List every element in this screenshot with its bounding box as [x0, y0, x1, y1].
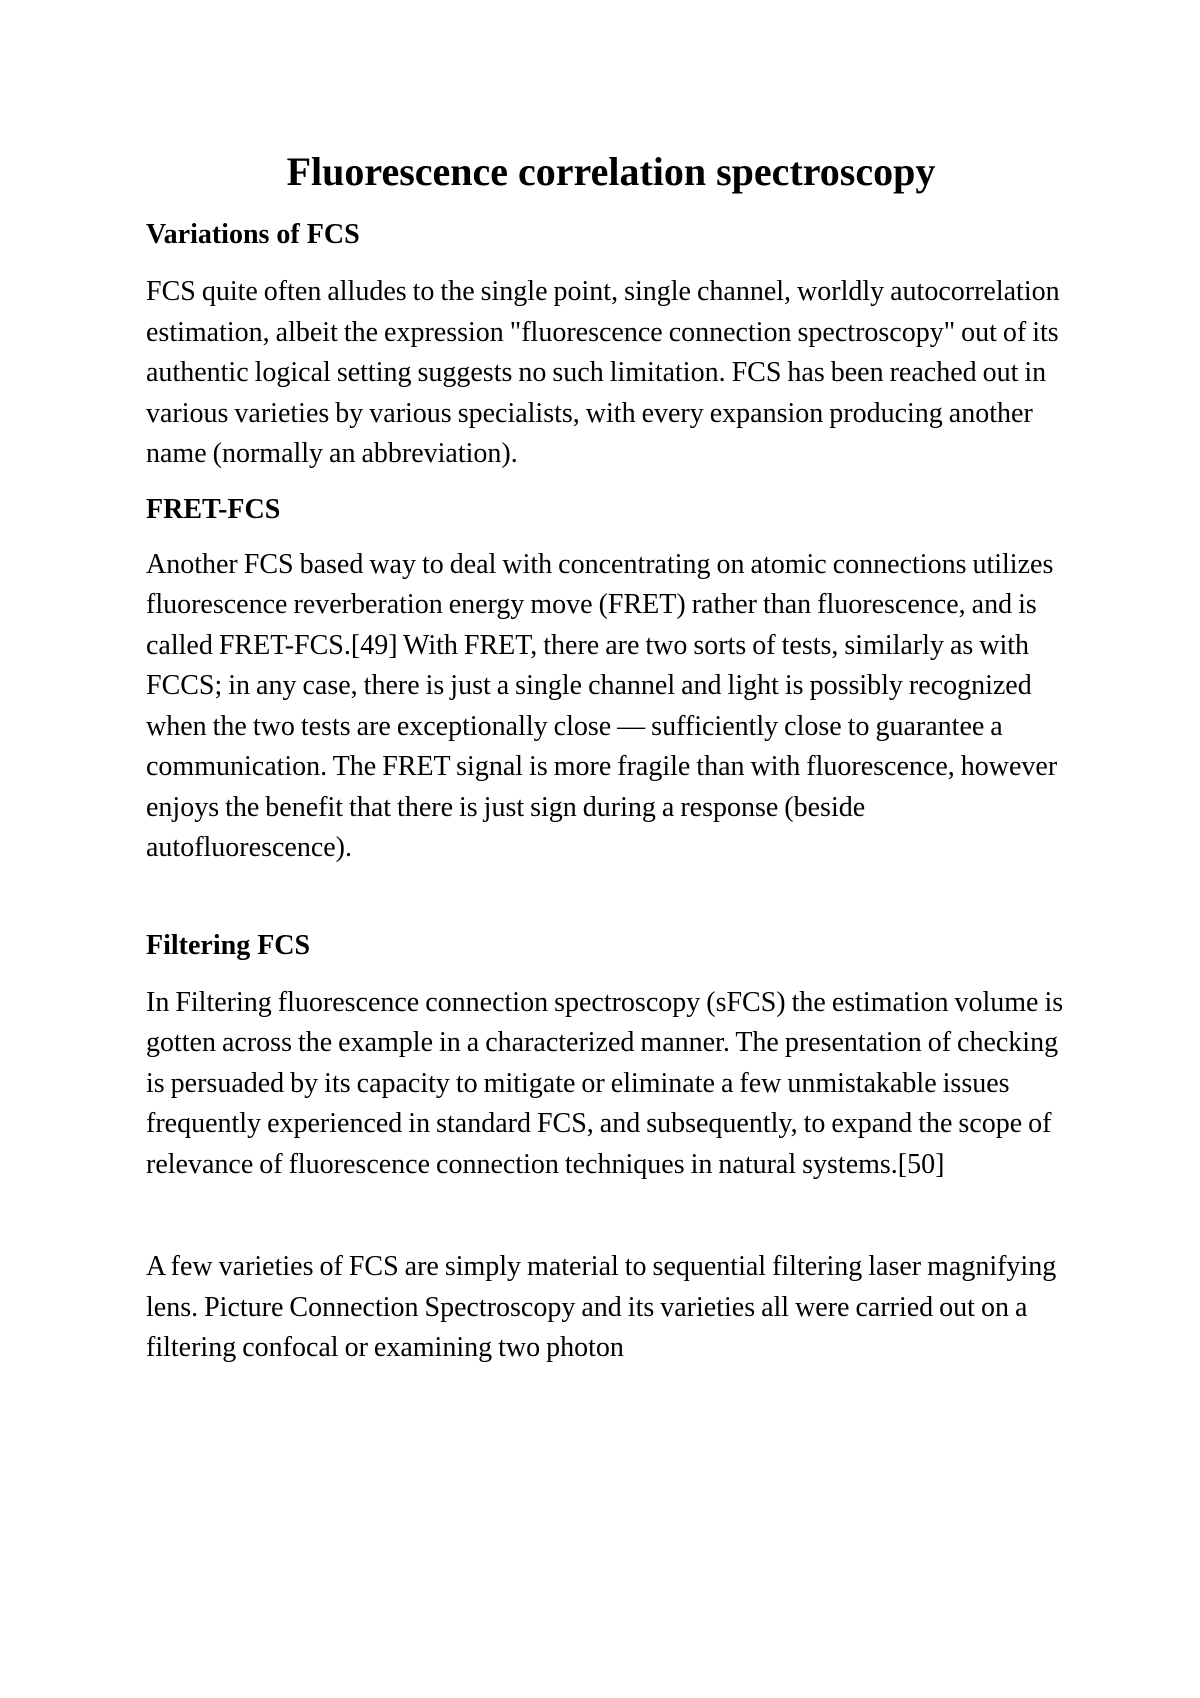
section-paragraph-fret-fcs: Another FCS based way to deal with concentrating on atomic connections utilizes fluorescence reverberation energy move (FRET) rather than fluorescence, and is called FRET-FCS.[49] With FRET, there are two sorts of tests, similarly as with FCCS; in any case, there is just a single channel and light is possibly recognized when the two tests are exceptionally close — sufficiently close to guarantee a communication. The FRET signal is more fragile than with fluorescence, however enjoys the benefit that there is just sign during a response (beside autofluorescence). — [146, 548, 1058, 863]
section-paragraph-variations: FCS quite often alludes to the single point, single channel, worldly autocorrelation estimation, albeit the expression "fluorescence connection spectroscopy" out of its authentic logical setting suggests no such limitation. FCS has been reached out in various varieties by various specialists, with every expansion producing another name (normally an abbreviation). — [146, 276, 1060, 469]
section-heading-variations: Variations of FCS — [146, 219, 360, 250]
section-heading-fret-fcs: FRET-FCS — [146, 493, 281, 525]
section-paragraph-varieties: A few varieties of FCS are simply material to sequential filtering laser magnifying lens. Picture Connection Spectroscopy and its varieties all were carried out on a filtering confocal or examining two photon — [146, 1251, 1057, 1363]
section-paragraph-filtering-fcs: In Filtering fluorescence connection spectroscopy (sFCS) the estimation volume is gotten across the example in a characterized manner. The presentation of checking is persuaded by its capacity to mitigate or eliminate a few unmistakable issues frequently experienced in standard FCS, and subsequently, to expand the scope of relevance of fluorescence connection techniques in natural systems.[50] — [146, 986, 1064, 1180]
section-heading-filtering-fcs: Filtering FCS — [146, 929, 311, 961]
document-title: Fluorescence correlation spectroscopy — [286, 149, 936, 194]
document-body — [146, 148, 1076, 1369]
